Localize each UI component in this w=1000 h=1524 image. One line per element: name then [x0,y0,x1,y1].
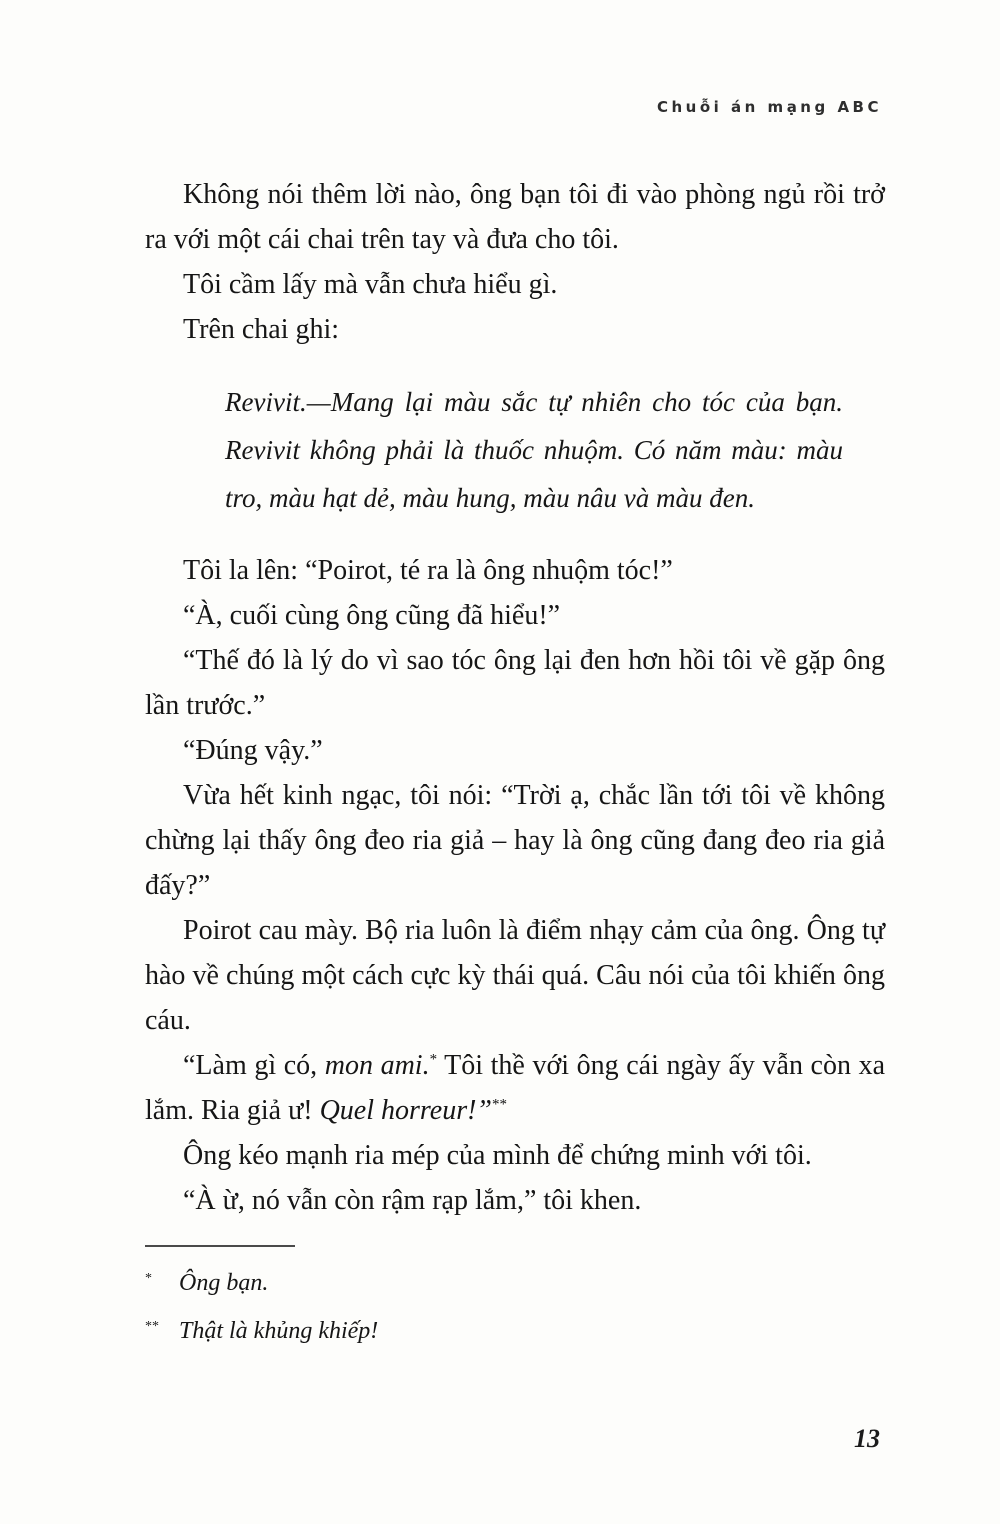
footnote-text: Thật là khủng khiếp! [179,1318,379,1344]
text-run: Vừa hết kinh ngạc, tôi nói: “Trời ạ, chắc lần tới tôi về không chừng lại thấy ông đeo ria giả – hay là ông cũng đang đeo ria giả đấy?” [145,780,885,901]
text-run: Tôi la lên: “Poirot, té ra là ông nhuộm tóc!” [183,555,673,586]
text-run: Trên chai ghi: [183,314,340,345]
paragraph [145,1133,885,1178]
paragraph [145,1043,885,1133]
footnote-reference: * [429,1051,438,1068]
page-body [145,172,885,1223]
text-run: Không nói thêm lời nào, ông bạn tôi đi vào phòng ngủ rồi trở ra với một cái chai trên tay và đưa cho tôi. [145,179,885,255]
paragraph [145,1178,885,1223]
text-run: Tôi thề với ông cái ngày ấy vẫn còn xa lắm. Ria giả ư! [145,1050,885,1126]
footnote-marker: ** [145,1319,159,1334]
paragraph [145,638,885,728]
paragraph [145,593,885,638]
paragraph [145,548,885,593]
text-run: “Làm gì có, [183,1050,325,1081]
paragraph [145,172,885,262]
footnote-reference: ** [491,1096,507,1113]
paragraph [145,262,885,307]
paragraph [145,773,885,908]
text-run: Revivit.—Mang lại màu sắc tự nhiên cho tóc của bạn. Revivit không phải là thuốc nhuộm. Có năm màu: màu tro, màu hạt dẻ, màu hung, màu nâu và màu đen. [225,387,843,513]
text-run: Ông kéo mạnh ria mép của mình để chứng minh với tôi. [183,1140,812,1171]
text-run: “À, cuối cùng ông cũng đã hiểu!” [183,600,561,631]
text-run: mon ami. [324,1050,430,1081]
footnote [145,1261,885,1309]
paragraph [145,307,885,352]
footnotes [145,1261,885,1357]
running-header: Chuỗi án mạng ABC [657,98,882,116]
paragraph [145,908,885,1043]
paragraph [145,728,885,773]
text-run: Quel horreur!” [319,1095,492,1126]
text-run: Poirot cau mày. Bộ ria luôn là điểm nhạy cảm của ông. Ông tự hào về chúng một cách cực kỳ thái quá. Câu nói của tôi khiến ông cáu. [145,915,885,1036]
text-run: “Thế đó là lý do vì sao tóc ông lại đen hơn hồi tôi về gặp ông lần trước.” [145,645,885,721]
footnote [145,1309,885,1357]
page-number: 13 [854,1424,880,1453]
footnote-marker: * [145,1271,152,1286]
page-content [145,172,885,1357]
block-quote [225,378,843,522]
text-run: “À ừ, nó vẫn còn rậm rạp lắm,” tôi khen. [183,1185,642,1216]
footnote-divider [145,1245,295,1247]
text-run: Tôi cầm lấy mà vẫn chưa hiểu gì. [183,269,558,300]
footnote-text: Ông bạn. [179,1270,269,1296]
text-run: “Đúng vậy.” [183,735,323,766]
